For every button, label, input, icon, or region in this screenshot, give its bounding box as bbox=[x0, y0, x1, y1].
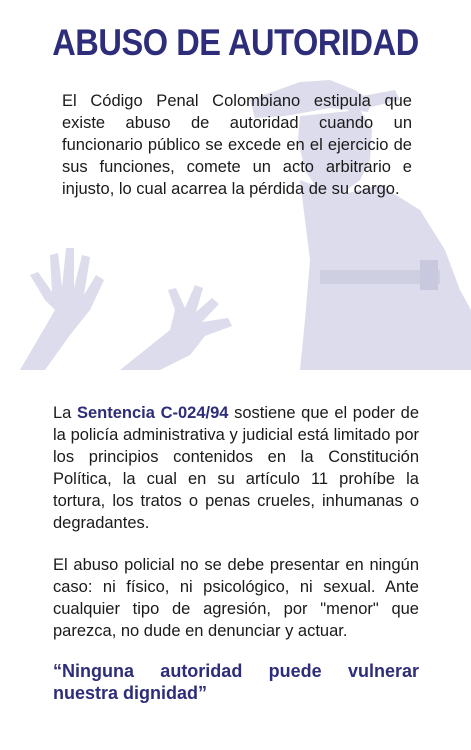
intro-paragraph: El Código Penal Colombiano estipula que existe abuso de autoridad cuando un funcionario público se excede en el ejercicio de sus funciones, comete un acto arbitrario e injusto, lo cual acarrea la pérdida de su cargo. bbox=[62, 92, 412, 198]
abuso-paragraph: El abuso policial no se debe presentar en ningún caso: ni físico, ni psicológico, ni sexual. Ante cualquier tipo de agresión, por "menor" que parezca, no dude en denunciar y actuar. bbox=[53, 556, 419, 640]
sentencia-prefix: La bbox=[53, 404, 77, 422]
closing-quote: “Ninguna autoridad puede vulnerar nuestra dignidad” bbox=[53, 661, 419, 703]
page-title: ABUSO DE AUTORIDAD bbox=[52, 22, 419, 63]
raised-hands-icon bbox=[20, 248, 232, 370]
sentencia-reference: Sentencia C-024/94 bbox=[76, 404, 229, 422]
sentencia-text: sostiene que el poder de la policía administrativa y judicial está limitado por los principios contenidos en la Constitución Política, la cual en su artículo 11 prohíbe la tortura, los tratos o penas crueles, inhumanas o degradantes. bbox=[53, 404, 419, 532]
sentencia-paragraph bbox=[53, 402, 419, 534]
